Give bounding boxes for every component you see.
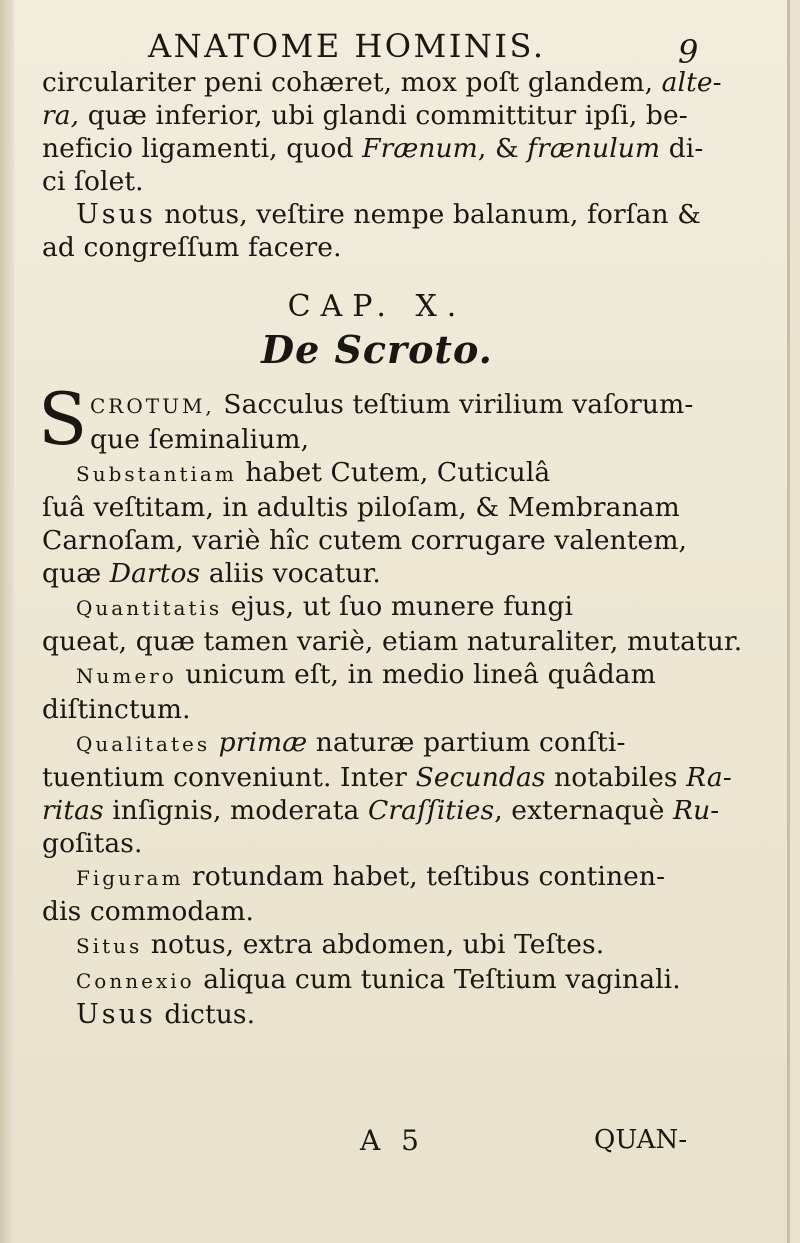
- paragraph-usus-cont: [42, 231, 712, 264]
- paragraph-qualitates-cont: [42, 761, 732, 860]
- chapter-title: De Scroto.: [261, 327, 493, 372]
- italic-run: Ru-: [673, 795, 720, 826]
- text-run: aliqua cum tunica Teſtium vaginali.: [194, 964, 681, 995]
- small-caps-heading: CROTUM,: [90, 394, 215, 418]
- paragraph-scrotum: [38, 377, 712, 461]
- text-run: ejus, ut ſuo munere fungi: [222, 591, 574, 622]
- text-line: dis commodam.: [42, 896, 255, 927]
- chapter-number: CAP. X.: [287, 289, 467, 324]
- page-number: 9: [678, 33, 699, 71]
- text-run: neficio ligamenti, quod: [42, 133, 363, 164]
- small-caps-heading: Quantitatis: [76, 596, 223, 620]
- small-caps-heading: Figuram: [76, 866, 184, 890]
- text-run: inſignis, moderata: [103, 795, 368, 826]
- paragraph-connexio: [42, 963, 712, 998]
- text-line: que ſeminalium,: [90, 424, 310, 455]
- text-run: quæ: [42, 558, 110, 589]
- paragraph-usus: [42, 998, 712, 1031]
- text-line: ci ſolet.: [42, 166, 144, 197]
- catchword: QUAN-: [594, 1125, 688, 1155]
- text-block: [38, 22, 743, 1157]
- drop-cap: S: [38, 377, 88, 461]
- page-footer: [42, 1124, 712, 1164]
- paragraph-figura-cont: [42, 895, 712, 928]
- text-run: Sacculus teſtium virilium vaſorum-: [214, 389, 694, 420]
- paragraph-glans: [42, 66, 722, 198]
- text-run: aliis vocatur.: [200, 558, 381, 589]
- signature-mark: A 5: [360, 1124, 425, 1157]
- paragraph-substantia-cont: [42, 491, 712, 590]
- paragraph-figura: [42, 860, 712, 895]
- paragraph-numero-cont: [42, 693, 712, 726]
- small-caps-heading: Qualitates: [76, 732, 211, 756]
- small-caps-heading: Usus: [76, 199, 156, 230]
- italic-run: alte-: [661, 67, 722, 98]
- small-caps-heading: Usus: [76, 999, 156, 1030]
- italic-run: ra,: [42, 100, 80, 131]
- text-run: habet Cutem, Cuticulâ: [236, 457, 551, 488]
- text-run: unicum eſt, in medio lineâ quâdam: [176, 659, 656, 690]
- text-run: circulariter peni cohæret, mox poſt glandem,: [42, 67, 662, 98]
- text-run: naturæ partium conſti-: [307, 727, 626, 758]
- text-run: di-: [660, 133, 704, 164]
- page-gutter: [0, 0, 14, 1243]
- text-run: notabiles: [545, 762, 687, 793]
- page-header: [42, 22, 712, 71]
- italic-run: Craſſities: [367, 795, 495, 826]
- italic-run: Frænum: [362, 133, 478, 164]
- paragraph-quantitas-cont: [42, 625, 743, 658]
- running-title: ANATOME HOMINIS.: [148, 27, 546, 65]
- italic-run: ritas: [42, 795, 104, 826]
- text-run: notus, veſtire nempe balanum, forſan &: [155, 199, 701, 230]
- italic-run: frænulum: [527, 133, 661, 164]
- text-run: tuentium conveniunt. Inter: [42, 762, 416, 793]
- small-caps-heading: Situs: [76, 934, 143, 958]
- text-line: ſuâ veſtitam, in adultis piloſam, & Membranam: [42, 492, 680, 523]
- paragraph-qualitates: [42, 726, 712, 761]
- text-line: Carnoſam, variè hîc cutem corrugare valentem,: [42, 525, 688, 556]
- text-line: goſitas.: [42, 828, 143, 859]
- italic-run: Ra-: [686, 762, 732, 793]
- small-caps-heading: Connexio: [76, 969, 195, 993]
- italic-run: Secundas: [415, 762, 546, 793]
- small-caps-heading: Numero: [76, 664, 177, 688]
- paragraph-situs: [42, 928, 712, 963]
- text-line: ad congreſſum facere.: [42, 232, 342, 263]
- text-line: diſtinctum.: [42, 694, 191, 725]
- text-run: notus, extra abdomen, ubi Teſtes.: [142, 929, 605, 960]
- text-run: dictus.: [155, 999, 256, 1030]
- small-caps-heading: Substantiam: [76, 462, 237, 486]
- text-run: , externaquè: [494, 795, 674, 826]
- italic-run: Dartos: [109, 558, 201, 589]
- text-line: queat, quæ tamen variè, etiam naturaliter, mutatur.: [42, 626, 743, 657]
- paragraph-quantitas: [42, 590, 712, 625]
- paragraph-numero: [42, 658, 712, 693]
- text-run: quæ inferior, ubi glandi committitur ipſi, be-: [79, 100, 688, 131]
- italic-run: primæ: [218, 727, 308, 758]
- paragraph-substantia: [42, 456, 712, 491]
- text-run: rotundam habet, teſtibus continen-: [183, 861, 666, 892]
- text-run: , &: [477, 133, 528, 164]
- paragraph-usus-praeputii: [42, 198, 712, 231]
